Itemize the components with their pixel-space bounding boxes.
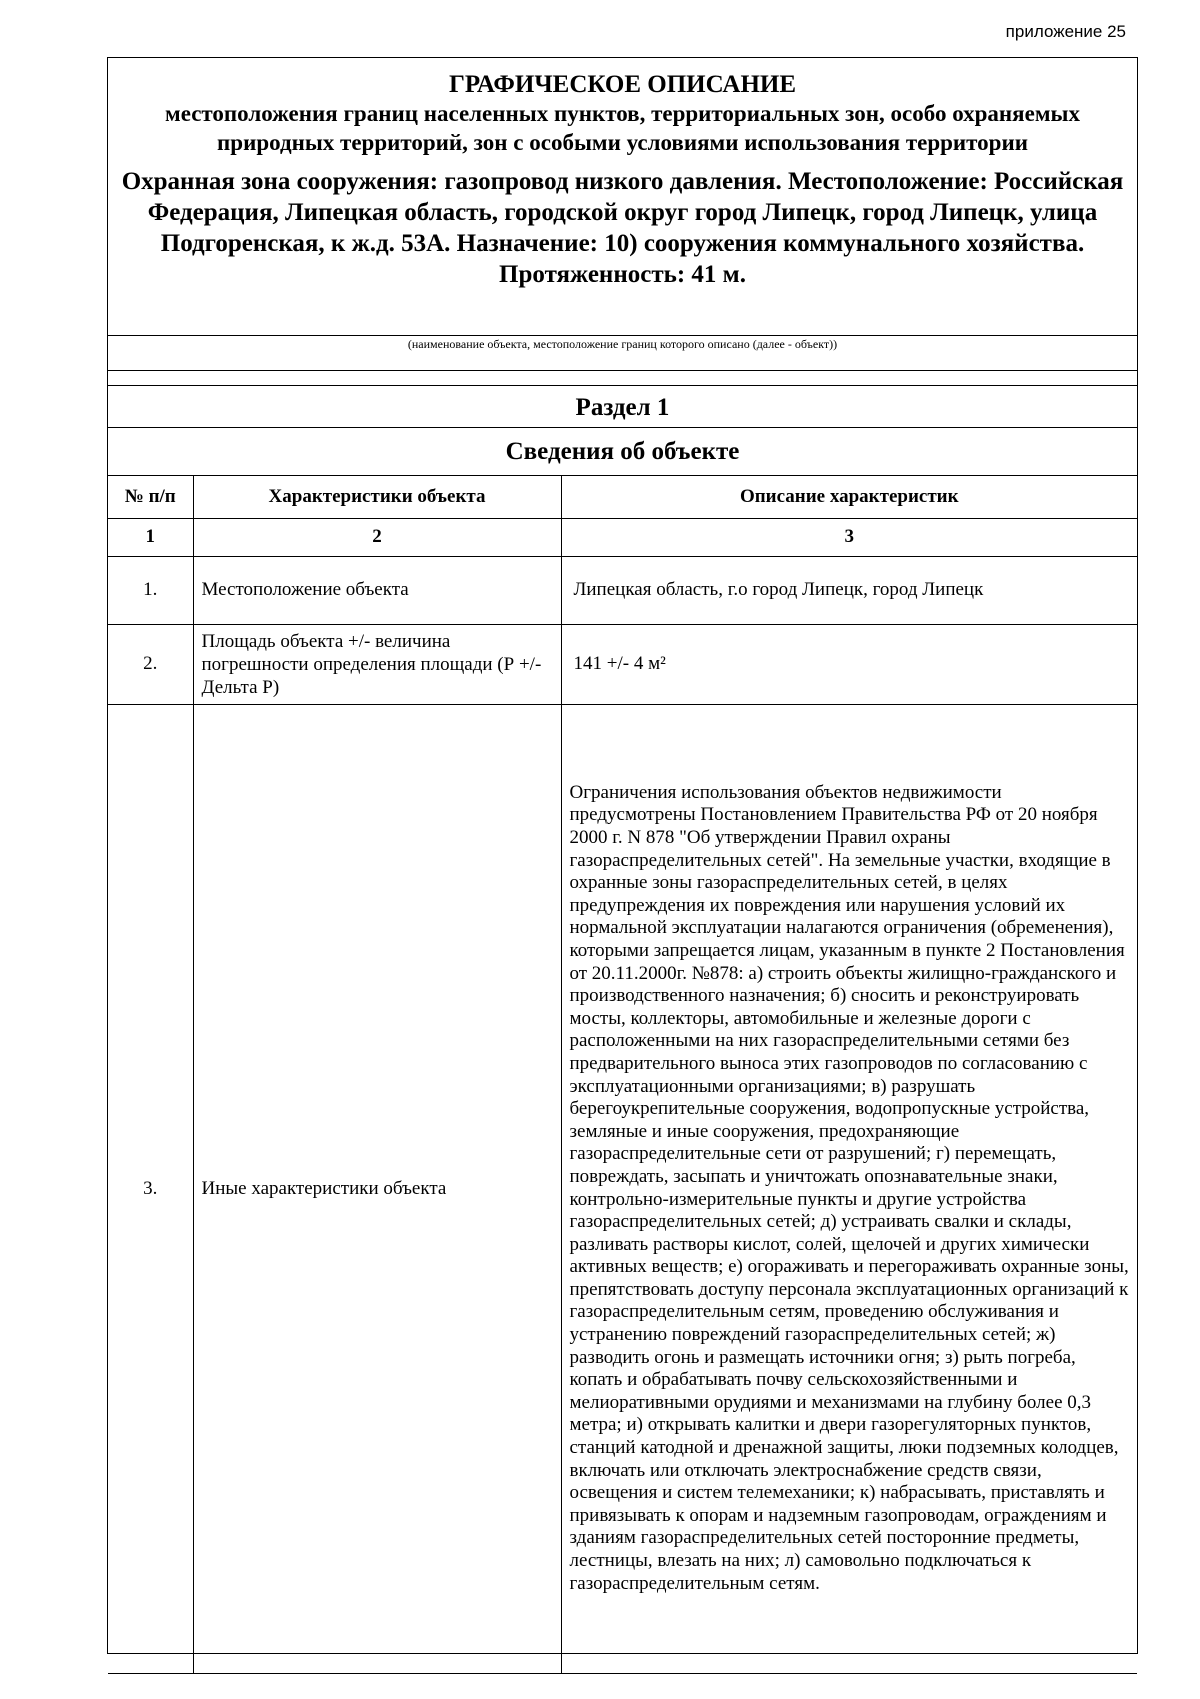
- row-description: Ограничения использования объектов недвижимости предусмотрены Постановлением Правительства РФ от 20 ноября 2000 г. N 878 "Об утверждении Правил охраны газораспределительных сетей". На земельные участки, входящие в охранные зоны газораспределительных сетей, в целях предупреждения их повреждения или нарушения условий их нормальной эксплуатации налагаются ограничения (обременения), которыми запрещается лицам, указанным в пункте 2 Постановления от 20.11.2000г. №878: а) строить объекты жилищно-гражданского и производственного назначения; б) сносить и реконструировать мосты, коллекторы, автомобильные и железные дороги с расположенными на них газораспределительными сетями без предварительного выноса этих газопроводов по согласованию с эксплуатационными организациями; в) разрушать берегоукрепительные сооружения, водопропускные устройства, земляные и иные сооружения, предохраняющие газораспределительные сети от разрушений; г) перемещать, повреждать, засыпать и уничтожать опознавательные знаки, контрольно-измерительные пункты и другие устройства газораспределительных сетей; д) устраивать свалки и склады, разливать растворы кислот, солей, щелочей и других химически активных веществ; е) огораживать и перегораживать охранные зоны, препятствовать доступу персонала эксплуатационных организаций к газораспределительным сетям, проведению обслуживания и устранению повреждений газораспределительных сетей; ж) разводить огонь и размещать источники огня; з) рыть погреба, копать и обрабатывать почву сельскохозяйственными и мелиоративными орудиями и механизмами на глубину более 0,3 метра; и) открывать калитки и двери газорегуляторных пунктов, станций катодной и дренажной защиты, люки подземных колодцев, включать или отключать электроснабжение средств связи, освещения и систем телемеханики; к) набрасывать, приставлять и привязывать к опорам и надземным газопроводам, ограждениям и зданиям газораспределительных сетей посторонние предметы, лестницы, влезать на них; л) самовольно подключаться к газораспределительным сетям.: [561, 704, 1137, 1673]
- object-info-table: [108, 476, 1137, 1674]
- column-number-2: 2: [193, 518, 561, 556]
- column-number-3: 3: [561, 518, 1137, 556]
- row-description: Липецкая область, г.о город Липецк, город Липецк: [561, 556, 1137, 624]
- document-header: [108, 58, 1137, 336]
- document-frame: [107, 57, 1138, 1654]
- row-characteristic: Площадь объекта +/- величина погрешности определения площади (Р +/- Дельта Р): [193, 624, 561, 704]
- table-row: [108, 624, 1137, 704]
- appendix-label: приложение 25: [1005, 22, 1126, 41]
- row-number: 2.: [108, 624, 193, 704]
- table-header-row: [108, 476, 1137, 518]
- column-number-1: 1: [108, 518, 193, 556]
- table-row: [108, 704, 1137, 1673]
- object-caption: (наименование объекта, местоположение границ которого описано (далее - объект)): [108, 336, 1137, 371]
- section-subtitle: Сведения об объекте: [108, 428, 1137, 476]
- row-characteristic: Иные характеристики объекта: [193, 704, 561, 1673]
- row-number: 3.: [108, 704, 193, 1673]
- header-cell-description: Описание характеристик: [561, 476, 1137, 518]
- table-row: [108, 556, 1137, 624]
- row-number: 1.: [108, 556, 193, 624]
- document-title: ГРАФИЧЕСКОЕ ОПИСАНИЕ: [448, 71, 797, 98]
- object-name: Охранная зона сооружения: газопровод низкого давления. Местоположение: Российская Федерация, Липецкая область, городской округ город Липецк, город Липецк, улица Подгоренская, к ж.д. 53А. Назначение: 10) сооружения коммунального хозяйства. Протяженность: 41 м.: [121, 168, 1124, 288]
- header-cell-num: № п/п: [108, 476, 193, 518]
- column-number-row: [108, 518, 1137, 556]
- document-subtitle: местоположения границ населенных пунктов, территориальных зон, особо охраняемых природных территорий, зон с особыми условиями использования территории: [165, 101, 1080, 155]
- header-cell-characteristic: Характеристики объекта: [193, 476, 561, 518]
- section-title: Раздел 1: [108, 385, 1137, 428]
- row-description: 141 +/- 4 м²: [561, 624, 1137, 704]
- row-characteristic: Местоположение объекта: [193, 556, 561, 624]
